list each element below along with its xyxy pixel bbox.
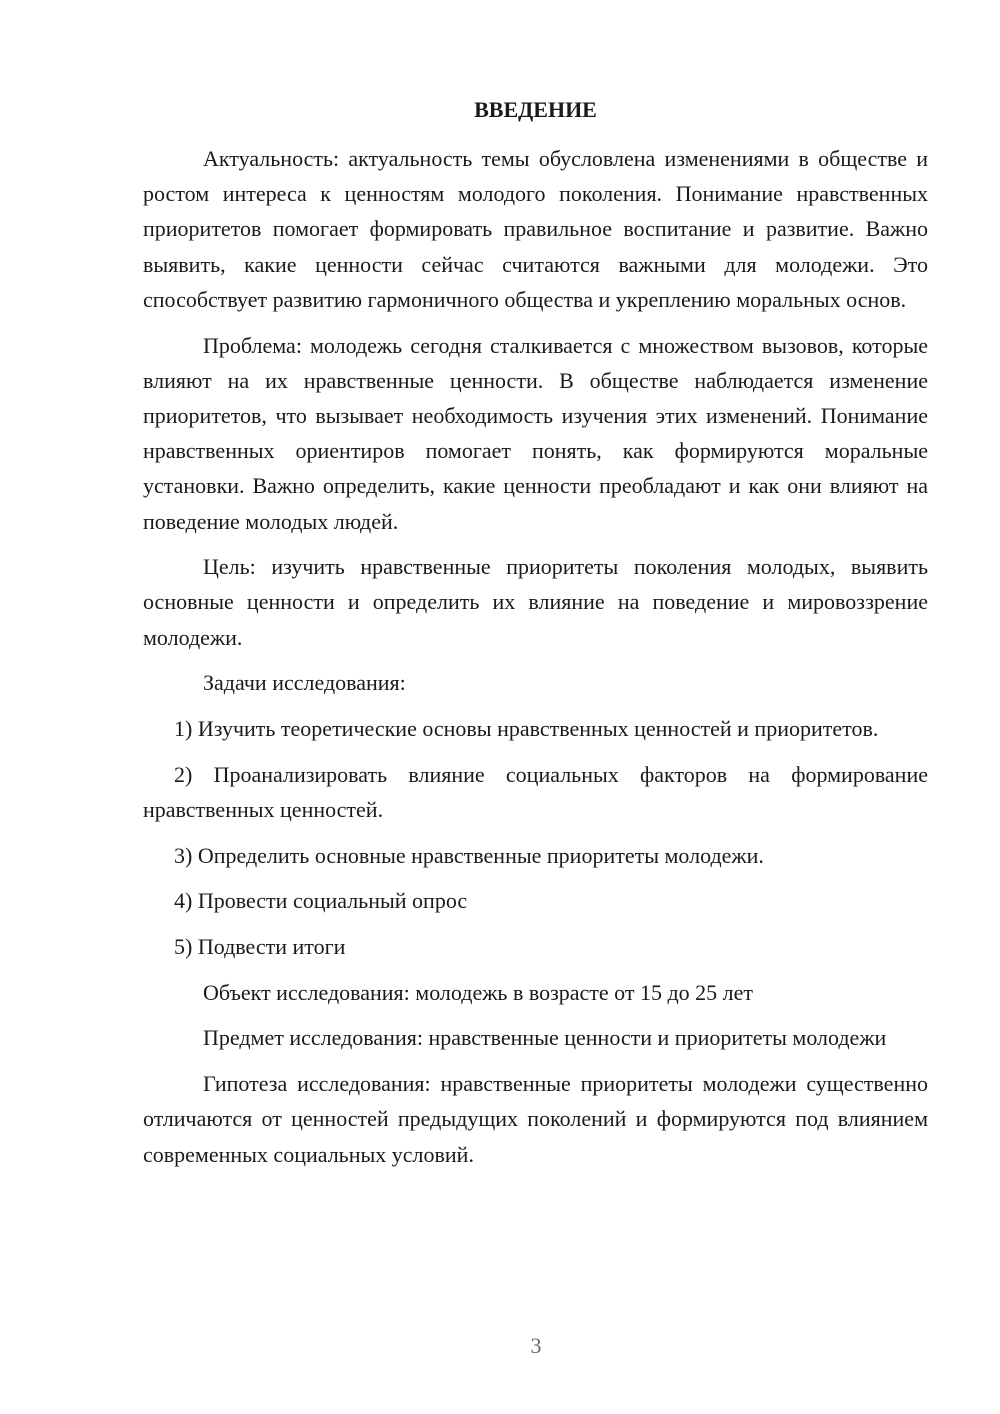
- subject-paragraph: Предмет исследования: нравственные ценности и приоритеты молодежи: [203, 1025, 887, 1051]
- problem-paragraph: Проблема: молодежь сегодня сталкивается с множеством вызовов, которые влияют на их нравственные ценности. В обществе наблюдается изменение приоритетов, что вызывает необходимость изучения этих изменений. Понимание нравственных ориентиров помогает понять, как формируются моральные установки. Важно определить, какие ценности преобладают и как они влияют на поведение молодых людей.: [143, 332, 928, 534]
- relevance-paragraph: Актуальность: актуальность темы обусловлена изменениями в обществе и ростом интереса к ценностям молодого поколения. Понимание нравственных приоритетов помогает формировать правильное воспитание и развитие. Важно выявить, какие ценности сейчас считаются важными для молодежи. Это способствует развитию гармоничного общества и укреплению моральных основ.: [143, 146, 928, 312]
- object-paragraph: Объект исследования: молодежь в возрасте от 15 до 25 лет: [203, 979, 754, 1005]
- task-item: 2) Проанализировать влияние социальных факторов на формирование нравственных ценностей.: [143, 761, 928, 822]
- tasks-title: Задачи исследования:: [203, 670, 406, 696]
- document-page: [143, 95, 928, 1182]
- page-title: ВВЕДЕНИЕ: [474, 97, 597, 122]
- task-item: 4) Провести социальный опрос: [174, 888, 468, 914]
- page-number: 3: [530, 1333, 542, 1358]
- task-item: 5) Подвести итоги: [174, 934, 346, 960]
- task-item: 1) Изучить теоретические основы нравственных ценностей и приоритетов.: [174, 716, 879, 742]
- task-item: 3) Определить основные нравственные приоритеты молодежи.: [174, 842, 764, 868]
- hypothesis-paragraph: Гипотеза исследования: нравственные приоритеты молодежи существенно отличаются от ценностей предыдущих поколений и формируются под влиянием современных социальных условий.: [143, 1071, 928, 1167]
- goal-paragraph: Цель: изучить нравственные приоритеты поколения молодых, выявить основные ценности и определить их влияние на поведение и мировоззрение молодежи.: [143, 554, 928, 650]
